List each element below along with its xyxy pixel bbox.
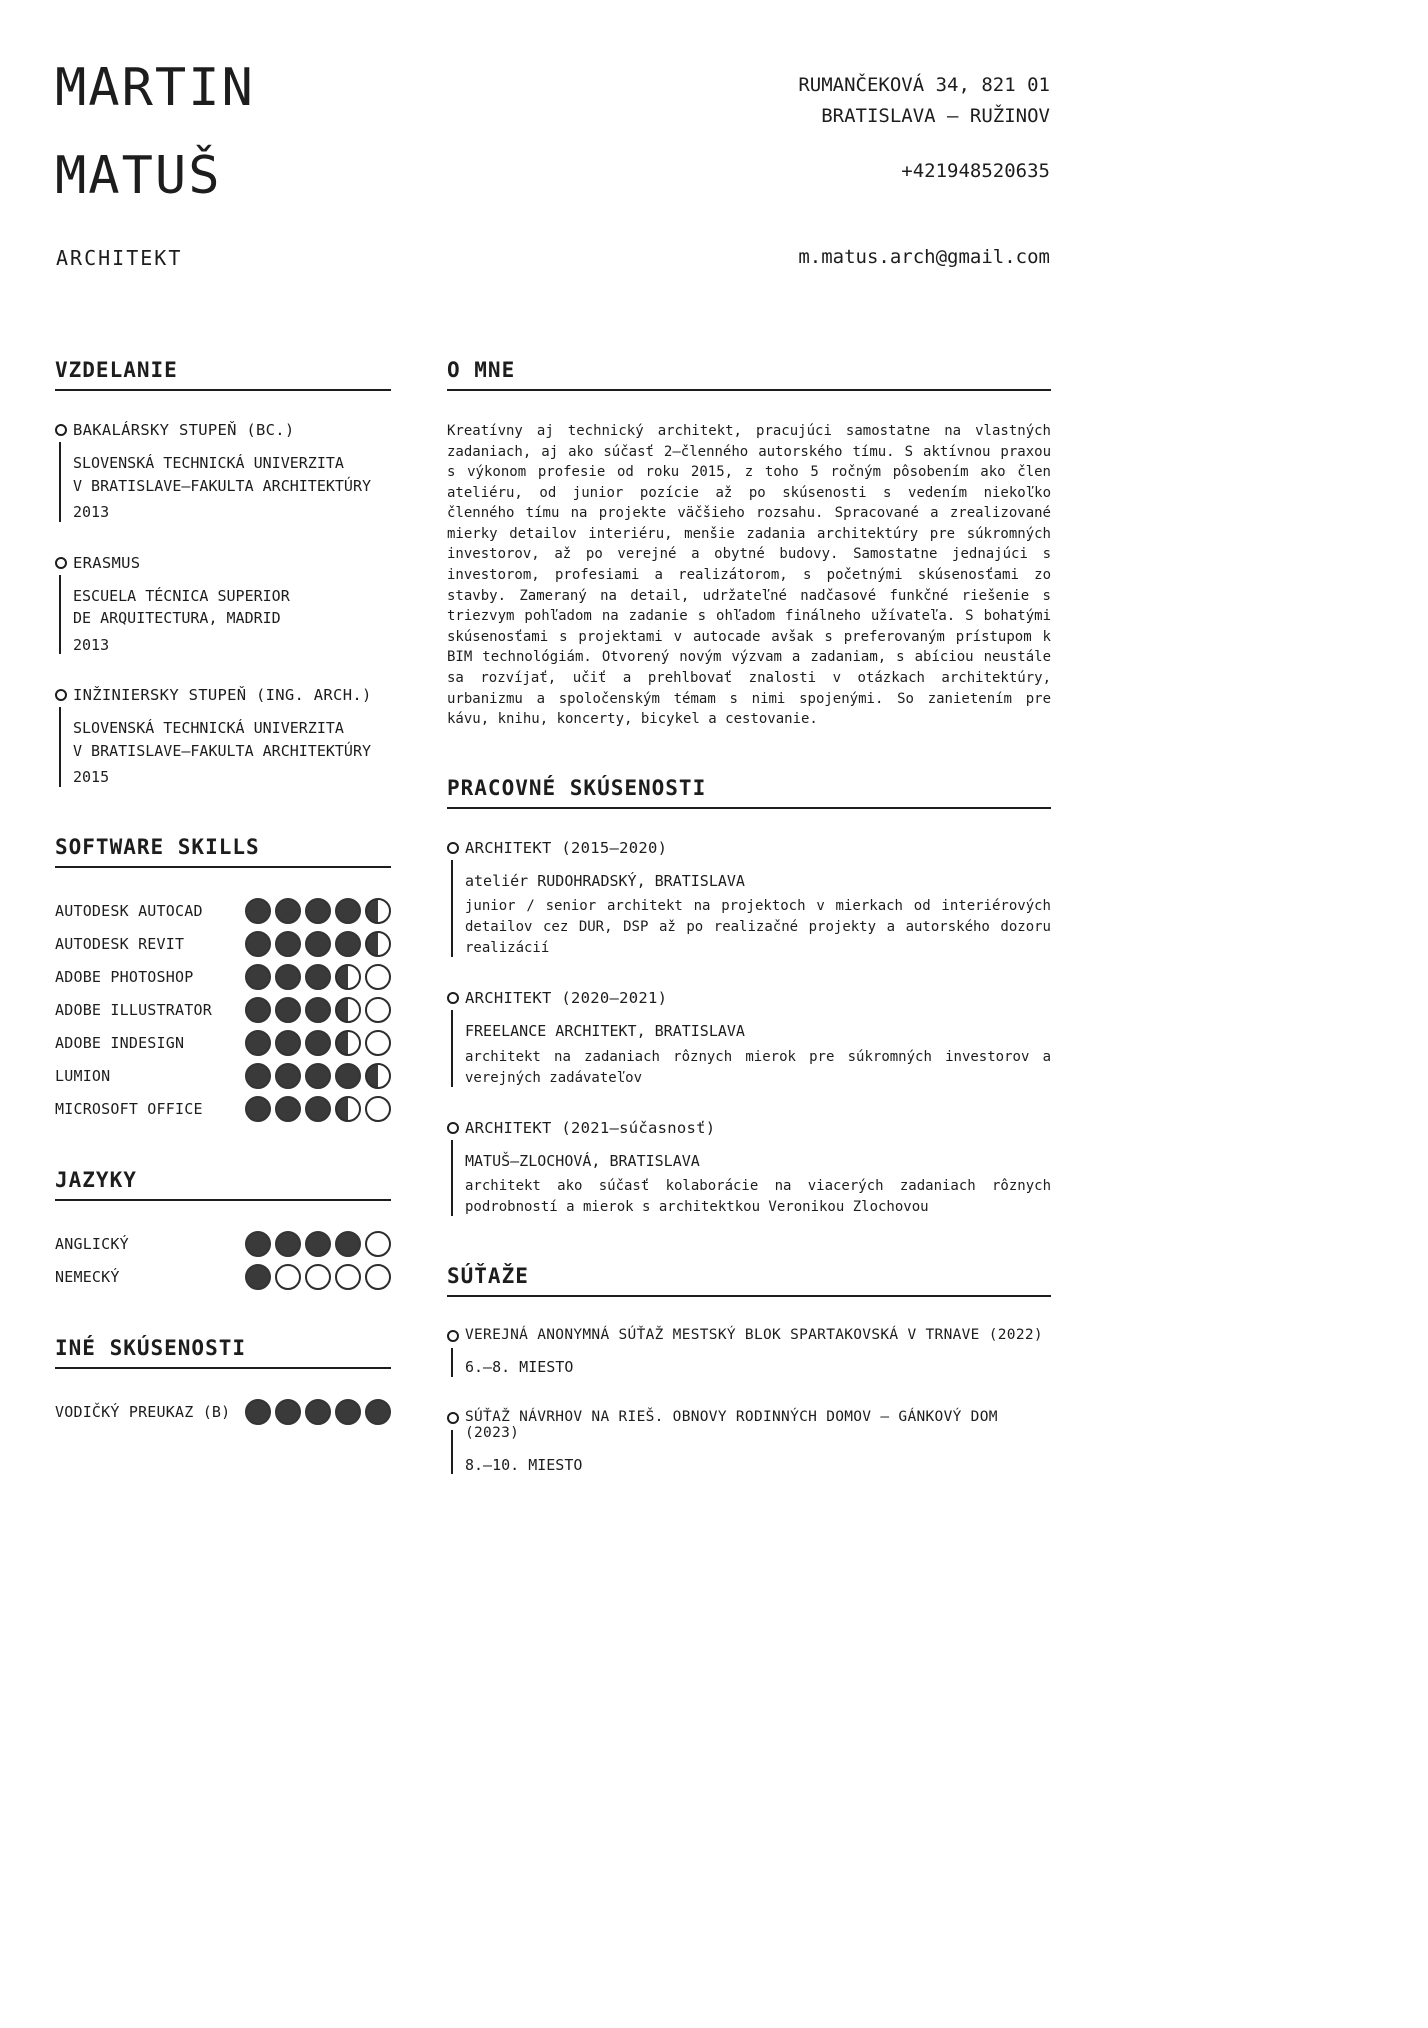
competition-entry-title: VEREJNÁ ANONYMNÁ SÚŤAŽ MESTSKÝ BLOK SPARTAKOVSKÁ V TRNAVE (2022) (465, 1327, 1043, 1344)
left-column (55, 358, 391, 1471)
education-entry-title: ERASMUS (73, 553, 141, 572)
experience-entry-title: ARCHITEKT (2020–2021) (465, 989, 668, 1008)
rating-dot (305, 898, 331, 924)
language-row (55, 1231, 391, 1257)
rating-dot (335, 931, 361, 957)
skill-row (55, 898, 391, 924)
rating-dot (365, 997, 391, 1023)
education-heading: VZDELANIE (55, 358, 391, 391)
rating-dots (245, 1096, 391, 1122)
experience-entry (447, 839, 1051, 960)
education-year: 2015 (73, 768, 110, 786)
skill-row (55, 964, 391, 990)
rating-dot (245, 1096, 271, 1122)
experience-entry-title: ARCHITEKT (2015–2020) (465, 838, 668, 857)
rating-dot (305, 1096, 331, 1122)
address-line-2: BRATISLAVA – RUŽINOV (821, 104, 1050, 127)
rating-dots (245, 1231, 391, 1257)
rating-dot (365, 898, 391, 924)
education-school-line: V BRATISLAVE–FAKULTA ARCHITEKTÚRY (73, 741, 372, 760)
education-school-line: SLOVENSKÁ TECHNICKÁ UNIVERZITA (73, 719, 344, 737)
other-skill-row (55, 1399, 391, 1425)
section-languages (55, 1168, 391, 1290)
rating-dot (335, 1231, 361, 1257)
rating-dot (305, 1231, 331, 1257)
rating-dot (305, 1264, 331, 1290)
competition-entry-title: SÚŤAŽ NÁVRHOV NA RIEŠ. OBNOVY RODINNÝCH DOMOV – GÁNKOVÝ DOM (2023) (465, 1408, 998, 1441)
rating-dot (365, 1063, 391, 1089)
section-software-skills (55, 835, 391, 1122)
education-year: 2013 (73, 503, 110, 521)
experience-org: MATUŠ–ZLOCHOVÁ, BRATISLAVA (465, 1151, 700, 1170)
experience-description: architekt na zadaniach rôznych mierok pre súkromných investorov a verejných zadávateľov (465, 1048, 1051, 1086)
education-entry-body (73, 585, 391, 657)
rating-dots (245, 931, 391, 957)
section-other-skills (55, 1336, 391, 1425)
section-experience (447, 776, 1051, 1219)
rating-dot (305, 931, 331, 957)
rating-dot (245, 1264, 271, 1290)
competition-entry (447, 1409, 1051, 1477)
competition-entry-body (465, 1454, 1051, 1477)
education-school-line: DE ARQUITECTURA, MADRID (73, 609, 281, 627)
software-skills-heading: SOFTWARE SKILLS (55, 835, 391, 868)
address-line-1: RUMANČEKOVÁ 34, 821 01 (798, 74, 1050, 96)
skill-row (55, 1063, 391, 1089)
section-competitions (447, 1264, 1051, 1476)
person-name (55, 58, 255, 238)
rating-dot (275, 1096, 301, 1122)
rating-dot (275, 898, 301, 924)
competition-result: 6.–8. MIESTO (465, 1358, 574, 1377)
rating-dot (245, 964, 271, 990)
experience-heading: PRACOVNÉ SKÚSENOSTI (447, 776, 1051, 809)
education-school-line: SLOVENSKÁ TECHNICKÁ UNIVERZITA (73, 454, 344, 472)
rating-dot (275, 931, 301, 957)
rating-dot (275, 1030, 301, 1056)
skill-label: AUTODESK REVIT (55, 934, 185, 953)
skill-label: LUMION (55, 1066, 111, 1085)
experience-entry (447, 1119, 1051, 1219)
skill-row (55, 1096, 391, 1122)
education-entry-body (73, 452, 391, 524)
skill-row (55, 1030, 391, 1056)
phone-number: +421948520635 (901, 159, 1050, 182)
rating-dot (365, 1264, 391, 1290)
experience-entry-body (465, 870, 1051, 960)
rating-dot (305, 964, 331, 990)
rating-dot (245, 1030, 271, 1056)
rating-dot (245, 931, 271, 957)
rating-dot (365, 1030, 391, 1056)
rating-dots (245, 964, 391, 990)
rating-dot (335, 1063, 361, 1089)
competition-entry-body (465, 1356, 1051, 1379)
rating-dots (245, 1030, 391, 1056)
other-skills-heading: INÉ SKÚSENOSTI (55, 1336, 391, 1369)
last-name: MATUŠ (55, 146, 222, 206)
experience-entry-title: ARCHITEKT (2021–súčasnosť) (465, 1118, 716, 1137)
experience-entry-body (465, 1020, 1051, 1089)
rating-dots (245, 997, 391, 1023)
rating-dots (245, 1399, 391, 1425)
rating-dots (245, 1063, 391, 1089)
language-label: ANGLICKÝ (55, 1234, 129, 1253)
skill-label: ADOBE ILLUSTRATOR (55, 1000, 212, 1019)
education-school-line: ESCUELA TÉCNICA SUPERIOR (73, 586, 290, 605)
rating-dot (305, 1063, 331, 1089)
about-heading: O MNE (447, 358, 1051, 391)
education-entry (55, 554, 391, 657)
education-entry-title: BAKALÁRSKY STUPEŇ (BC.) (73, 421, 295, 439)
rating-dot (275, 997, 301, 1023)
experience-entry-body (465, 1150, 1051, 1219)
experience-org: ateliér RUDOHRADSKÝ, BRATISLAVA (465, 871, 745, 890)
person-role: ARCHITEKT (56, 246, 183, 270)
rating-dot (275, 1399, 301, 1425)
education-entry (55, 686, 391, 789)
language-label: NEMECKÝ (55, 1267, 120, 1286)
rating-dot (305, 1399, 331, 1425)
about-paragraph: Kreatívny aj technický architekt, pracujúci samostatne na vlastných zadaniach, aj ako súčasť 2–členného autorského tímu. S aktívnou praxou s výkonom profesie od roku 2015, z toho 5 ročným pôsobením ako člen ateliéru, od junior pozície až po skúsenosti s vedením niekoľko členného tímu na projekte väčšieho rozsahu. Spracované a zrealizované mierky detailov interiéru, menšie zadania architektúry pre súkromných investorov, až po verejné a obytné budovy. Samostatne jednajúci s investorom, profesiami a realizátorom, s početnými skúsenosťami zo stavby. Zameraný na detail, udržateľné nadčasové funkčné riešenie s triezvym pohľadom na zadanie s ohľadom finálneho užívateľa. S bohatými skúsenosťami s projektami v autocade avšak s preferovaným prístupom k BIM technológiám. Otvorený novým výzvam a zadaniam, s abíciou neustále sa rozvíjať, učiť a prehlbovať znalosti v otázkach architektúry, urbanizmu a spoločenským témam s nimi spojenými. So zanietením pre kávu, knihu, koncerty, bicykel a cestovanie. (447, 423, 1051, 728)
education-entry (55, 421, 391, 524)
rating-dot (305, 997, 331, 1023)
rating-dot (335, 1399, 361, 1425)
rating-dot (245, 1399, 271, 1425)
competition-result: 8.–10. MIESTO (465, 1455, 583, 1474)
experience-entry (447, 989, 1051, 1089)
rating-dot (275, 1264, 301, 1290)
skill-label: ADOBE INDESIGN (55, 1033, 185, 1052)
contact-block (798, 70, 1050, 273)
skill-label: MICROSOFT OFFICE (55, 1099, 203, 1118)
rating-dot (365, 1231, 391, 1257)
rating-dots (245, 1264, 391, 1290)
rating-dot (365, 1096, 391, 1122)
rating-dot (245, 1063, 271, 1089)
education-school-line: V BRATISLAVE–FAKULTA ARCHITEKTÚRY (73, 476, 372, 495)
experience-description: junior / senior architekt na projektoch v mierkach od interiérových detailov cez DUR, DSP až po realizačné projekty a autorského dozoru realizácií (465, 898, 1051, 957)
education-year: 2013 (73, 635, 110, 654)
right-column (447, 358, 1051, 1522)
email-address: m.matus.arch@gmail.com (798, 246, 1050, 269)
rating-dot (335, 1264, 361, 1290)
experience-description: architekt ako súčasť kolaborácie na viacerých zadaniach rôznych podrobností a mierok s architektkou Veronikou Zlochovou (465, 1178, 1051, 1216)
competitions-heading: SÚŤAŽE (447, 1264, 1051, 1297)
rating-dot (275, 1063, 301, 1089)
competition-entry (447, 1327, 1051, 1379)
section-about (447, 358, 1051, 730)
skill-row (55, 997, 391, 1023)
rating-dot (335, 997, 361, 1023)
rating-dot (245, 1231, 271, 1257)
language-row (55, 1264, 391, 1290)
rating-dot (365, 1399, 391, 1425)
rating-dot (335, 898, 361, 924)
skill-row (55, 931, 391, 957)
rating-dot (275, 964, 301, 990)
first-name: MARTIN (55, 58, 255, 118)
experience-org: FREELANCE ARCHITEKT, BRATISLAVA (465, 1022, 745, 1041)
education-entry-body (73, 717, 391, 789)
rating-dot (365, 964, 391, 990)
rating-dot (335, 1096, 361, 1122)
languages-heading: JAZYKY (55, 1168, 391, 1201)
rating-dot (305, 1030, 331, 1056)
skill-label: ADOBE PHOTOSHOP (55, 967, 194, 986)
education-entry-title: INŽINIERSKY STUPEŇ (ING. ARCH.) (73, 686, 372, 704)
rating-dots (245, 898, 391, 924)
rating-dot (245, 997, 271, 1023)
skill-label: AUTODESK AUTOCAD (55, 901, 203, 920)
rating-dot (365, 931, 391, 957)
rating-dot (275, 1231, 301, 1257)
other-skill-label: VODIČKÝ PREUKAZ (B) (55, 1402, 231, 1421)
rating-dot (335, 1030, 361, 1056)
section-education (55, 358, 391, 789)
rating-dot (335, 964, 361, 990)
rating-dot (245, 898, 271, 924)
